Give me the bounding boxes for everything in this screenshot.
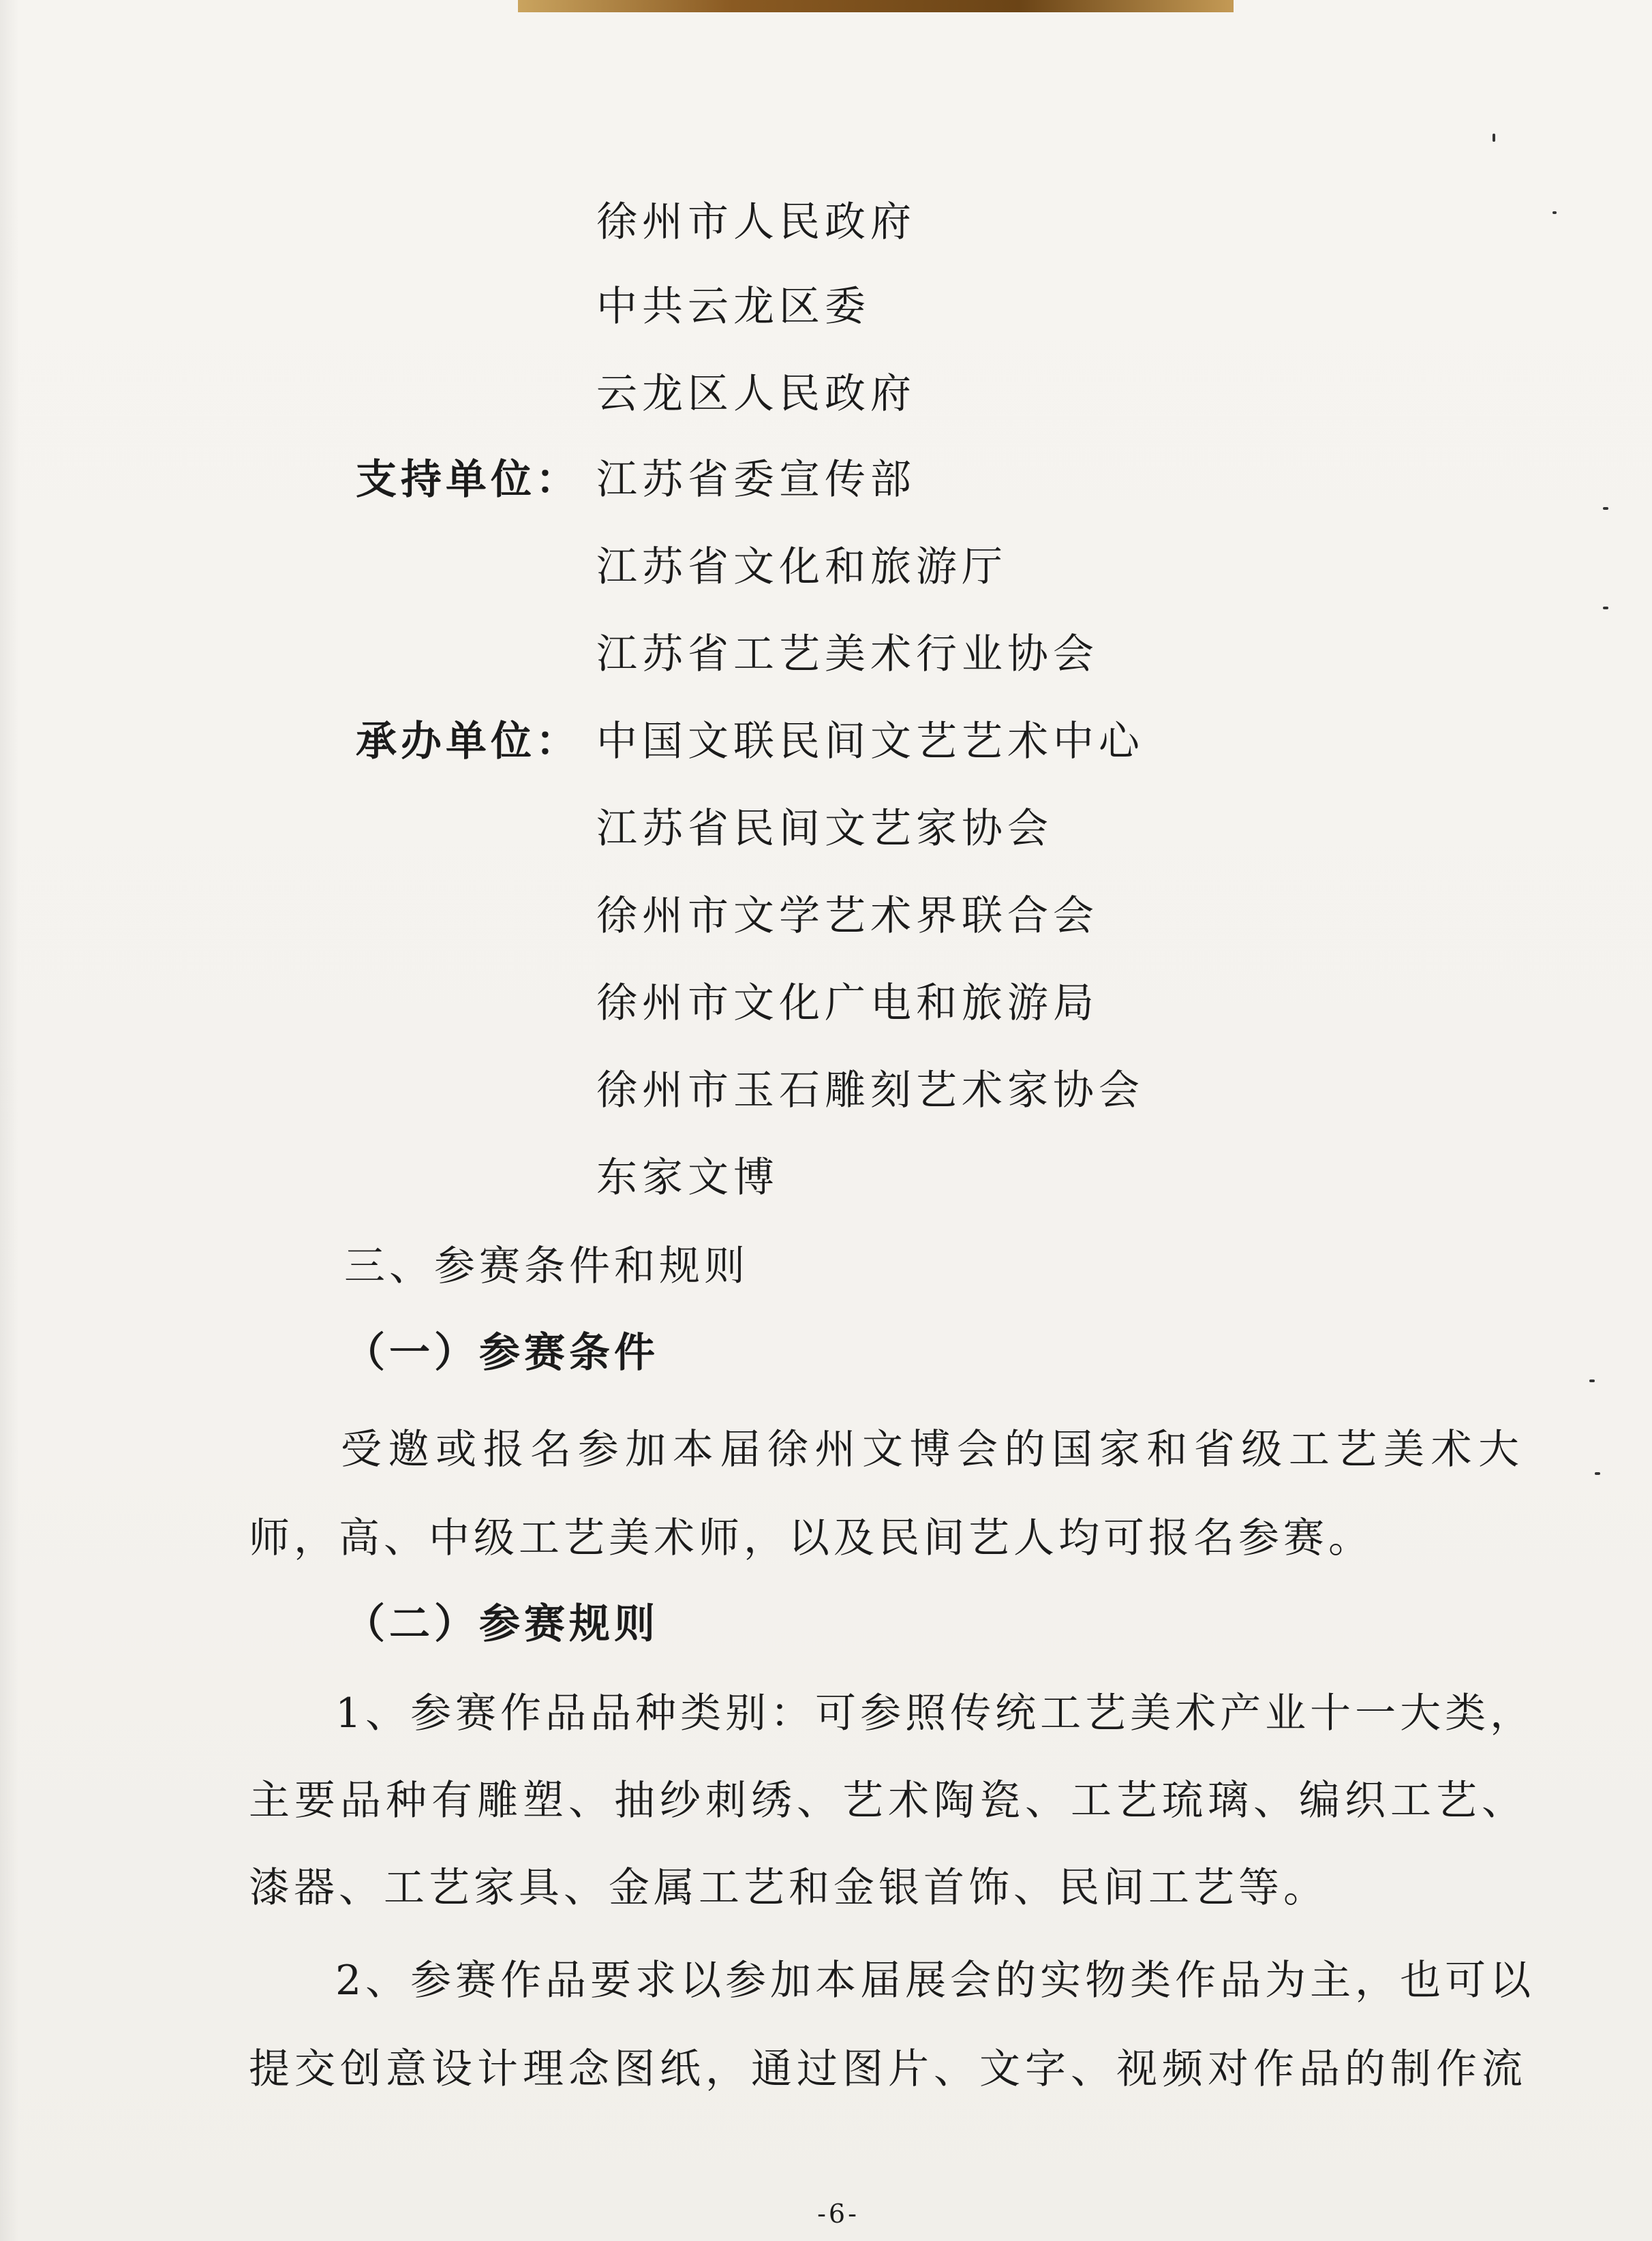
scan-speck <box>1552 211 1557 214</box>
host-unit-2: 江苏省民间文艺家协会 <box>596 805 1053 853</box>
support-unit-3: 江苏省工艺美术行业协会 <box>596 630 1099 678</box>
scan-speck <box>1603 607 1608 609</box>
rule-2-line-1: 2、参赛作品要求以参加本届展会的实物类作品为主，也可以 <box>335 1957 1535 2004</box>
host-unit-5: 徐州市玉石雕刻艺术家协会 <box>596 1067 1144 1114</box>
scan-binding-edge <box>518 0 1234 12</box>
section-3-heading: 三、参赛条件和规则 <box>344 1243 749 1290</box>
rule-1-line-3: 漆器、工艺家具、金属工艺和金银首饰、民间工艺等。 <box>249 1864 1328 1912</box>
subsection-1-heading: （一）参赛条件 <box>344 1329 659 1377</box>
host-unit-3: 徐州市文学艺术界联合会 <box>596 892 1099 940</box>
host-unit-6: 东家文博 <box>596 1154 779 1202</box>
page-number: -6- <box>817 2199 859 2229</box>
scan-speck <box>1493 134 1495 142</box>
organizer-line-2: 中共云龙区委 <box>596 283 870 331</box>
rule-1-line-2: 主要品种有雕塑、抽纱刺绣、艺术陶瓷、工艺琉璃、编织工艺、 <box>249 1777 1527 1825</box>
scan-speck <box>1595 1472 1600 1475</box>
host-unit-4: 徐州市文化广电和旅游局 <box>596 979 1099 1027</box>
organizer-line-3: 云龙区人民政府 <box>596 370 916 418</box>
subsection-2-heading: （二）参赛规则 <box>344 1600 659 1648</box>
scan-speck <box>1589 1379 1595 1382</box>
support-unit-2: 江苏省文化和旅游厅 <box>596 543 1007 591</box>
scan-speck <box>1603 507 1608 510</box>
conditions-paragraph-line-1: 受邀或报名参加本届徐州文博会的国家和省级工艺美术大 <box>341 1426 1523 1474</box>
conditions-paragraph-line-2: 师，高、中级工艺美术师，以及民间艺人均可报名参赛。 <box>249 1514 1373 1562</box>
support-units-label: 支持单位： <box>356 456 581 504</box>
rule-2-line-2: 提交创意设计理念图纸，通过图片、文字、视频对作品的制作流 <box>249 2045 1527 2093</box>
host-units-label: 承办单位： <box>356 718 581 765</box>
rule-1-line-1: 1、参赛作品品种类别：可参照传统工艺美术产业十一大类， <box>335 1690 1535 1737</box>
support-unit-1: 江苏省委宣传部 <box>596 456 916 504</box>
organizer-line-1: 徐州市人民政府 <box>596 198 916 246</box>
host-unit-1: 中国文联民间文艺艺术中心 <box>596 718 1144 765</box>
